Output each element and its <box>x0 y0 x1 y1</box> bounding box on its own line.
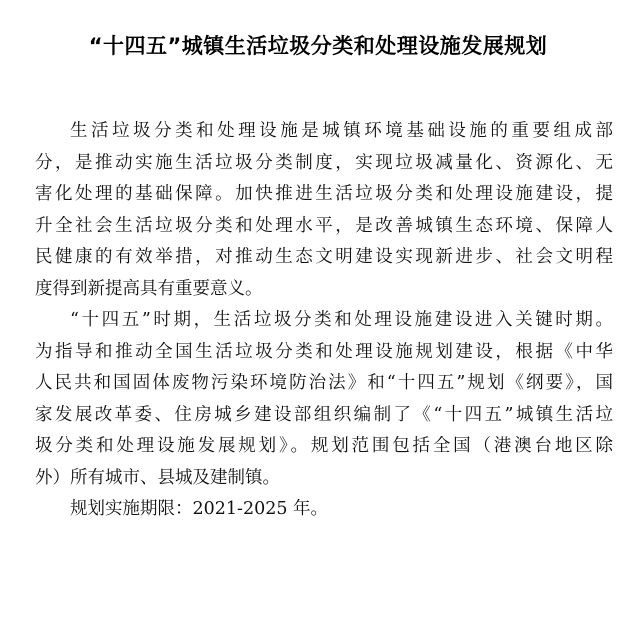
paragraph-line: 为指导和推动全国生活垃圾分类和处理设施规划建设，根据《中华 <box>35 341 613 362</box>
paragraph-line: 外）所有城市、县城及建制镇。 <box>35 467 280 488</box>
paragraph <box>35 116 613 305</box>
document-body <box>35 116 613 526</box>
paragraph-line: 害化处理的基础保障。加快推进生活垃圾分类和处理设施建设，提 <box>35 184 613 204</box>
paragraph-line: 分，是推动实施生活垃圾分类制度，实现垃圾减量化、资源化、无 <box>35 152 613 173</box>
paragraph-line: 生活垃圾分类和处理设施是城镇环境基础设施的重要组成部 <box>70 121 613 141</box>
paragraph-line: 度得到新提高具有重要意义。 <box>35 278 263 299</box>
paragraph-line: 家发展改革委、住房城乡建设部组织编制了《“十四五”城镇生活垃 <box>35 404 613 425</box>
paragraph-line: 规划实施期限：2021-2025 年。 <box>70 499 329 519</box>
paragraph-line: “十四五”时期，生活垃圾分类和处理设施建设进入关键时期。 <box>70 310 613 330</box>
document-title: “十四五”城镇生活垃圾分类和处理设施发展规划 <box>88 34 548 58</box>
paragraph <box>35 494 613 526</box>
paragraph-line: 圾分类和处理设施发展规划》。规划范围包括全国（港澳台地区除 <box>35 436 613 456</box>
paragraph-line: 升全社会生活垃圾分类和处理水平，是改善城镇生态环境、保障人 <box>35 215 613 236</box>
paragraph-line: 人民共和国固体废物污染环境防治法》和“十四五”规划《纲要》，国 <box>35 373 613 393</box>
paragraph-line: 民健康的有效举措，对推动生态文明建设实现新进步、社会文明程 <box>35 247 613 267</box>
paragraph <box>35 305 613 494</box>
